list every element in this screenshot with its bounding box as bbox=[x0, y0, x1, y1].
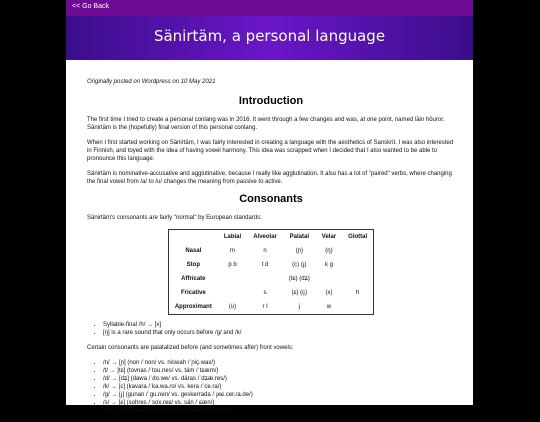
table-column-header: Palatal bbox=[289, 234, 310, 240]
top-nav-bar bbox=[66, 0, 473, 16]
table-cell: p b bbox=[228, 262, 237, 268]
table-column-header: Velar bbox=[321, 234, 337, 240]
row-label: Fricative bbox=[180, 290, 206, 296]
page-title: Sänirtäm, a personal language bbox=[153, 27, 386, 45]
list-item: • /n/ → [ɲ] (non /ˈnon/ vs. niswah /ˈɲiç.wax/) bbox=[103, 359, 455, 367]
intro-paragraph-2: When I first started working on Sänirtäm, I was fairly interested in creating a language with the aesthetics of Sanskrit. I was also interested in Finnish, and toyed with the idea of having vowel harmony. This idea was scrapped when I decided that I also wanted to be able to pronounce this language. bbox=[87, 140, 454, 162]
table-column-header bbox=[169, 230, 218, 244]
table-cell: (ŋ) bbox=[325, 248, 333, 254]
list-item: • /h/ → [ç] (hanem /ˈho.nem/ vs. hinnas /ˈçin.ɲes/) bbox=[103, 407, 455, 415]
table-cell: j bbox=[298, 304, 300, 310]
article-page bbox=[66, 60, 473, 414]
list-item: • /t/ → [tɕ] (tovnas /ˈtou.nes/ vs. täm /ˈtɕæm/) bbox=[103, 367, 455, 375]
table-column-header: Alveolar bbox=[253, 234, 277, 240]
table-cell: s bbox=[263, 290, 267, 296]
table-cell: k g bbox=[324, 262, 333, 268]
row-label: Stop bbox=[186, 262, 200, 268]
table-cell bbox=[218, 272, 247, 286]
intro-paragraph-3: Sänirtäm is nominative-accusative and agglutinative, because I really like agglutination. It also has a lot of "paired" verbs, where changing the final vowel from /a/ to /u/ changes the meaning from passive to active. bbox=[87, 171, 452, 185]
list-item: • /k/ → [c] (kavara /ˈka.wa.ɾo/ vs. kera /ˈce.ra/) bbox=[103, 383, 455, 391]
table-cell bbox=[342, 244, 373, 258]
consonants-heading: Consonants bbox=[239, 193, 303, 205]
palatalization-list bbox=[87, 359, 455, 415]
table-cell: h bbox=[355, 290, 360, 296]
table-cell bbox=[218, 286, 247, 300]
table-cell bbox=[342, 300, 373, 314]
table-row bbox=[169, 286, 373, 300]
table-cell: r l bbox=[262, 304, 268, 310]
go-back-link[interactable]: << Go Back bbox=[72, 3, 109, 10]
table-cell: m bbox=[230, 248, 236, 254]
table-cell: (x) bbox=[325, 290, 333, 296]
list-item: • [ŋ] is a rare sound that only occurs before /g/ and /k/ bbox=[103, 329, 455, 337]
table-cell bbox=[342, 272, 373, 286]
palatalization-intro: Certain consonants are palatalized before (and sometimes after) front vowels: bbox=[87, 345, 294, 351]
table-column-header: Labial bbox=[223, 234, 242, 240]
table-cell bbox=[342, 258, 373, 272]
table-cell: n bbox=[263, 248, 267, 254]
intro-heading: Introduction bbox=[238, 95, 304, 107]
page-header bbox=[66, 16, 473, 60]
list-item: • /s/ → [ɕ] (sohres /ˈsox.reɕ/ vs. sän /ˈɕæn/) bbox=[103, 399, 455, 407]
table-cell: (ɕ) (ç) bbox=[291, 290, 308, 296]
row-label: Approximant bbox=[174, 304, 212, 310]
table-row bbox=[169, 258, 373, 272]
table-cell bbox=[316, 272, 342, 286]
table-cell: (ʋ) bbox=[228, 304, 237, 310]
row-label: Nasal bbox=[185, 248, 202, 254]
table-row bbox=[169, 244, 373, 258]
table-cell: w bbox=[326, 304, 332, 310]
list-item: • /g/ → [ɟ] (gunan /ˈgu.nen/ vs. geskerrada /ˈɟeɕ.cer.ɾa.de/) bbox=[103, 391, 455, 399]
table-row bbox=[169, 272, 373, 286]
post-meta: Originally posted on Wordpress on 10 May 2021 bbox=[87, 79, 216, 85]
table-header-row bbox=[169, 230, 373, 244]
list-item: • /d/ → [dʑ] (dawa /ˈdo.we/ vs. däras /ˈdʑæ.res/) bbox=[103, 375, 455, 383]
table-cell: (ɲ) bbox=[295, 248, 303, 254]
table-row bbox=[169, 300, 373, 314]
article-content bbox=[87, 78, 455, 422]
table-column-header: Glottal bbox=[348, 234, 368, 240]
table-cell bbox=[247, 272, 283, 286]
table-cell: (tɕ) (dʑ) bbox=[288, 276, 310, 282]
table-cell: t d bbox=[261, 262, 269, 268]
consonant-table bbox=[168, 229, 374, 315]
consonant-notes-list bbox=[87, 321, 455, 337]
table-cell: (c) (ɟ) bbox=[292, 262, 307, 268]
consonants-intro: Sänirtäm's consonants are fairly "normal" by European standards: bbox=[87, 215, 262, 221]
intro-paragraph-1: The first time I tried to create a personal conlang was in 2016. It went through a few changes and was, at one point, named lāin hōuror. Sänirtäm is the (hopefully) final version of this personal conlang. bbox=[87, 117, 445, 131]
row-label: Affricate bbox=[181, 276, 206, 282]
list-item: • Syllable-final /h/ → [x] bbox=[103, 321, 455, 329]
